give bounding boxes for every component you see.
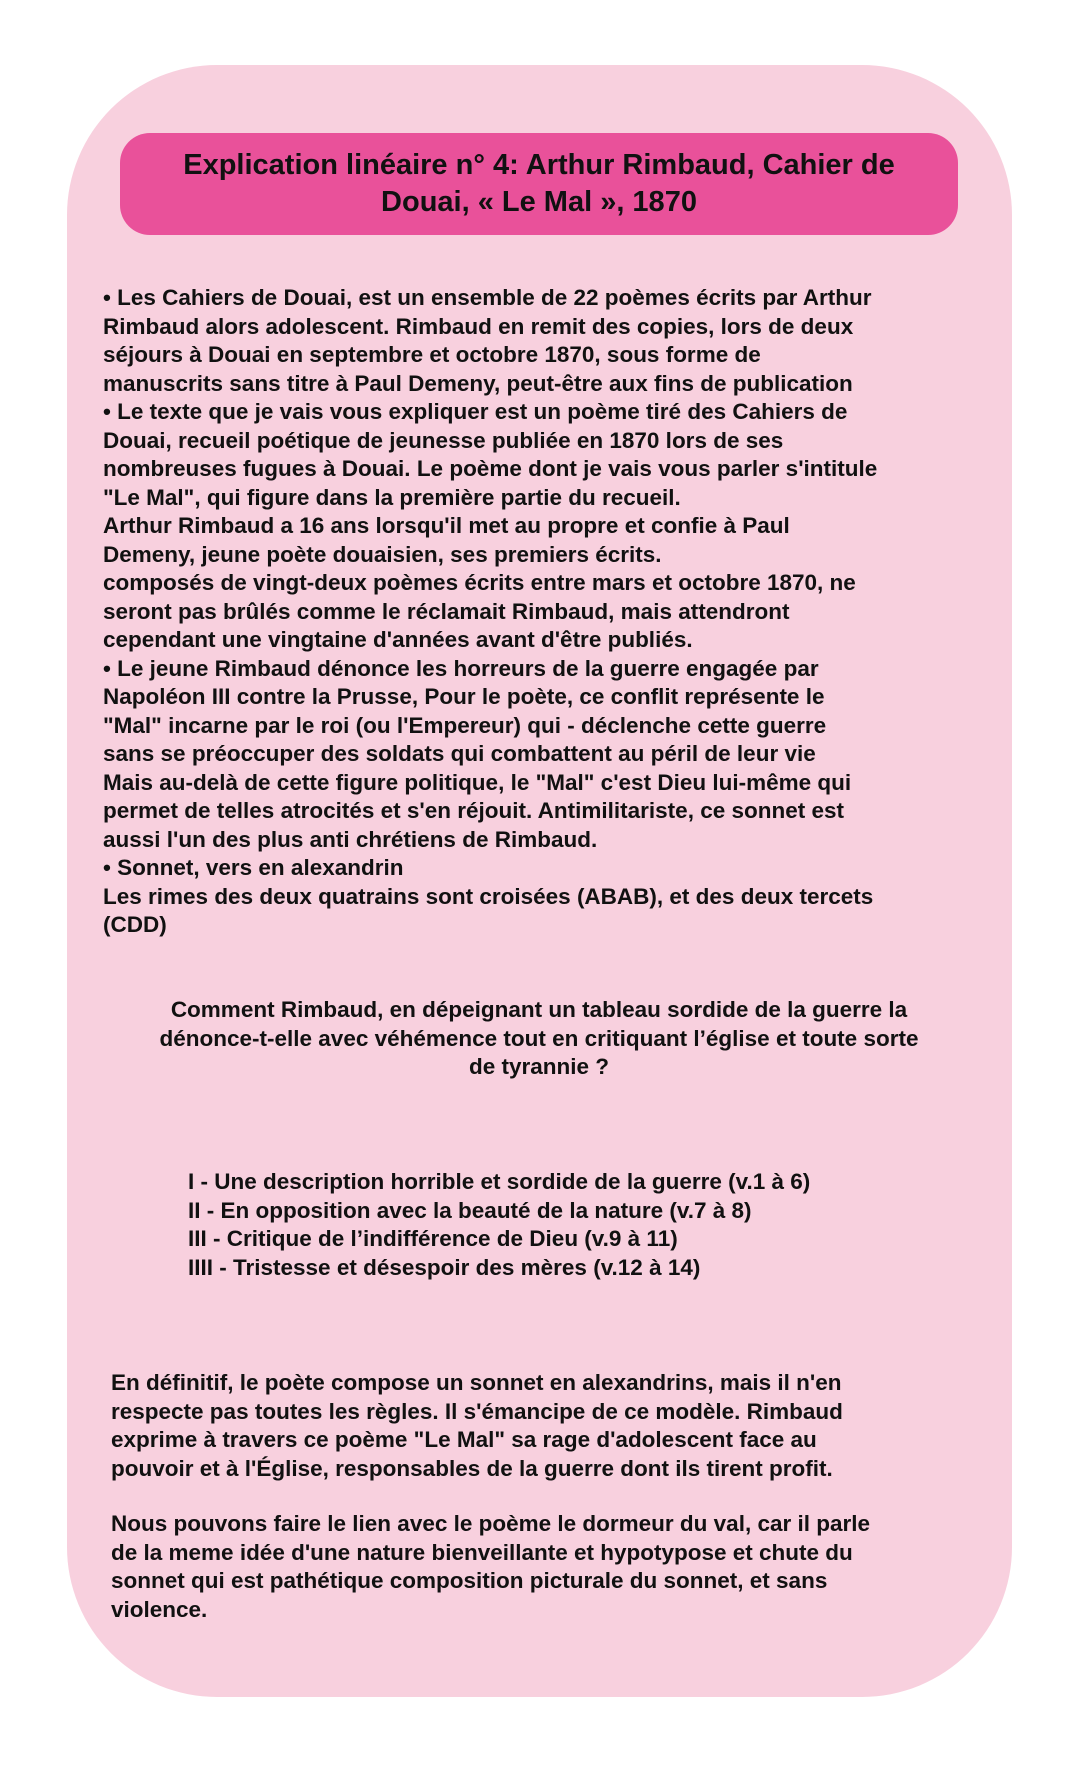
text-line: I - Une description horrible et sordide de la guerre (v.1 à 6) bbox=[188, 1169, 811, 1194]
text-line: séjours à Douai en septembre et octobre 1870, sous forme de bbox=[103, 342, 761, 367]
text-line: composés de vingt-deux poèmes écrits entre mars et octobre 1870, ne bbox=[103, 570, 856, 595]
text-line: de tyrannie ? bbox=[468, 1054, 610, 1079]
text-line: Douai, recueil poétique de jeunesse publiée en 1870 lors de ses bbox=[103, 427, 784, 453]
problematique bbox=[103, 996, 975, 1082]
page-title bbox=[120, 133, 958, 235]
text-line: exprime à travers ce poème "Le Mal" sa rage d'adolescent face au bbox=[111, 1427, 817, 1452]
text-line: pouvoir et à l'Église, responsables de la guerre dont ils tirent profit. bbox=[111, 1455, 833, 1481]
text-line: Napoléon III contre la Prusse, Pour le poète, ce conflit représente le bbox=[103, 684, 825, 709]
text-line: (CDD) bbox=[103, 912, 167, 937]
text-line: • Les Cahiers de Douai, est un ensemble de 22 poèmes écrits par Arthur bbox=[103, 285, 872, 310]
text-line: aussi l'un des plus anti chrétiens de Rimbaud. bbox=[103, 826, 598, 852]
text-line: Arthur Rimbaud a 16 ans lorsqu'il met au propre et confie à Paul bbox=[103, 513, 790, 538]
text-line: sans se préoccuper des soldats qui combattent au péril de leur vie bbox=[103, 741, 816, 766]
text-line: respecte pas toutes les règles. Il s'émancipe de ce modèle. Rimbaud bbox=[111, 1398, 843, 1424]
title-line: Douai, « Le Mal », 1870 bbox=[381, 186, 697, 218]
text-line: Nous pouvons faire le lien avec le poème le dormeur du val, car il parle bbox=[111, 1511, 871, 1536]
text-line: permet de telles atrocités et s'en réjouit. Antimilitariste, ce sonnet est bbox=[103, 798, 844, 823]
text-line: III - Critique de l’indifférence de Dieu (v.9 à 11) bbox=[188, 1226, 678, 1251]
text-line: Les rimes des deux quatrains sont croisées (ABAB), et des deux tercets bbox=[103, 883, 874, 909]
text-line: • Le texte que je vais vous expliquer est un poème tiré des Cahiers de bbox=[103, 399, 848, 424]
text-line: En définitif, le poète compose un sonnet en alexandrins, mais il n'en bbox=[111, 1370, 842, 1395]
conclusion-section bbox=[111, 1369, 843, 1483]
text-line: Comment Rimbaud, en dépeignant un tableau sordide de la guerre la bbox=[170, 997, 908, 1022]
title-line: Explication linéaire n° 4: Arthur Rimbaud, Cahier de bbox=[183, 149, 895, 181]
text-line: de la meme idée d'une nature bienveillante et hypotypose et chute du bbox=[111, 1539, 853, 1565]
text-line: Mais au-delà de cette figure politique, le "Mal" c'est Dieu lui-même qui bbox=[103, 769, 852, 795]
plan-list bbox=[188, 1168, 810, 1282]
text-line: nombreuses fugues à Douai. Le poème dont je vais vous parler s'intitule bbox=[103, 456, 878, 481]
text-line: seront pas brûlés comme le réclamait Rimbaud, mais attendront bbox=[103, 598, 790, 624]
text-line: violence. bbox=[111, 1596, 208, 1622]
text-line: "Le Mal", qui figure dans la première partie du recueil. bbox=[103, 484, 681, 510]
text-line: Rimbaud alors adolescent. Rimbaud en remit des copies, lors de deux bbox=[103, 313, 854, 339]
text-line: II - En opposition avec la beauté de la nature (v.7 à 8) bbox=[188, 1197, 752, 1223]
text-line: cependant une vingtaine d'années avant d'être publiés. bbox=[103, 627, 693, 652]
ouverture-section bbox=[111, 1510, 870, 1624]
intro-section bbox=[103, 284, 877, 940]
text-line: dénonce-t-elle avec véhémence tout en critiquant l’église et toute sorte bbox=[159, 1025, 919, 1051]
text-line: sonnet qui est pathétique composition picturale du sonnet, et sans bbox=[111, 1568, 828, 1593]
text-line: Demeny, jeune poète douaisien, ses premiers écrits. bbox=[103, 541, 662, 567]
text-line: "Mal" incarne par le roi (ou l'Empereur) qui - déclenche cette guerre bbox=[103, 712, 827, 738]
text-line: • Le jeune Rimbaud dénonce les horreurs de la guerre engagée par bbox=[103, 655, 819, 681]
text-line: IIII - Tristesse et désespoir des mères (v.12 à 14) bbox=[188, 1254, 701, 1280]
text-line: manuscrits sans titre à Paul Demeny, peut-être aux fins de publication bbox=[103, 370, 853, 396]
text-line: • Sonnet, vers en alexandrin bbox=[103, 855, 404, 880]
